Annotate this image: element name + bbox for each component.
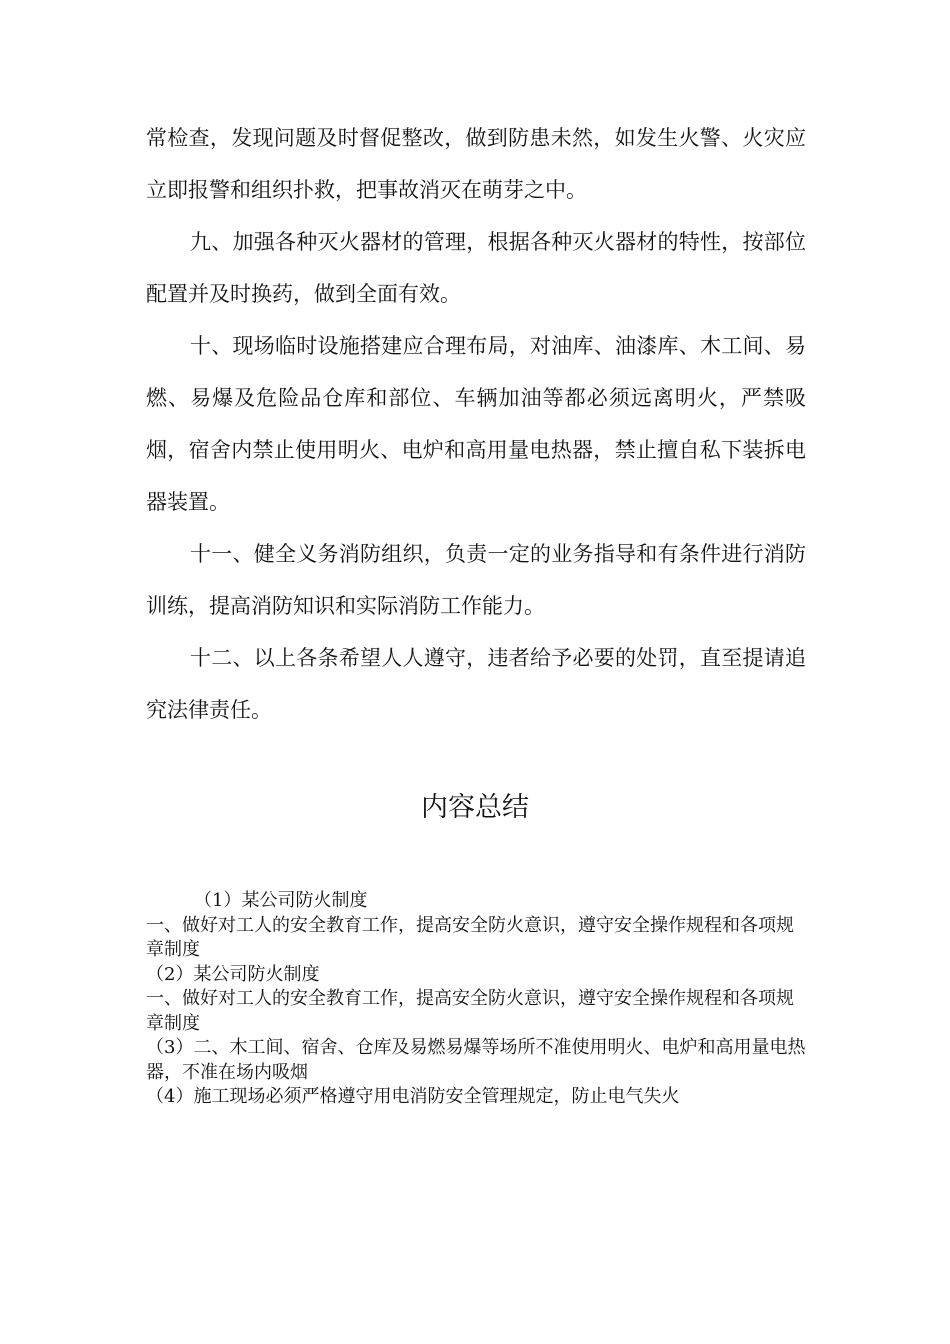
paragraph-item-12: 十二、以上各条希望人人遵守，违者给予必要的处罚，直至提请追究法律责任。 bbox=[146, 646, 806, 722]
summary-line: 一、做好对工人的安全教育工作，提高安全防火意识，遵守安全操作规程和各项规章制度 bbox=[146, 914, 794, 960]
summary-line: （1）某公司防火制度 bbox=[194, 890, 368, 911]
summary-title: 内容总结 bbox=[421, 792, 529, 823]
summary-line: 一、做好对工人的安全教育工作，提高安全防火意识，遵守安全操作规程和各项规章制度 bbox=[146, 988, 794, 1034]
body-text bbox=[146, 112, 806, 736]
paragraph-item-11: 十一、健全义务消防组织，负责一定的业务指导和有条件进行消防训练，提高消防知识和实际消防工作能力。 bbox=[146, 542, 806, 618]
summary-section bbox=[146, 889, 811, 1110]
summary-line: （3）二、木工间、宿舍、仓库及易燃易爆等场所不准使用明火、电炉和高用量电热器，不准在场内吸烟 bbox=[146, 1037, 806, 1083]
paragraph-item-9: 九、加强各种灭火器材的管理，根据各种灭火器材的特性，按部位配置并及时换药，做到全面有效。 bbox=[146, 230, 806, 306]
summary-line: （2）某公司防火制度 bbox=[146, 963, 320, 985]
summary-line: （4）施工现场必须严格遵守用电消防安全管理规定，防止电气失火 bbox=[146, 1086, 680, 1107]
paragraph-item-10: 十、现场临时设施搭建应合理布局，对油库、油漆库、木工间、易燃、易爆及危险品仓库和部位、车辆加油等都必须远离明火，严禁吸烟，宿舍内禁止使用明火、电炉和高用量电热器，禁止擅自私下装拆电器装置。 bbox=[146, 334, 806, 514]
paragraph-continuation: 常检查，发现问题及时督促整改，做到防患未然，如发生火警、火灾应立即报警和组织扑救，把事故消灭在萌芽之中。 bbox=[146, 126, 806, 202]
